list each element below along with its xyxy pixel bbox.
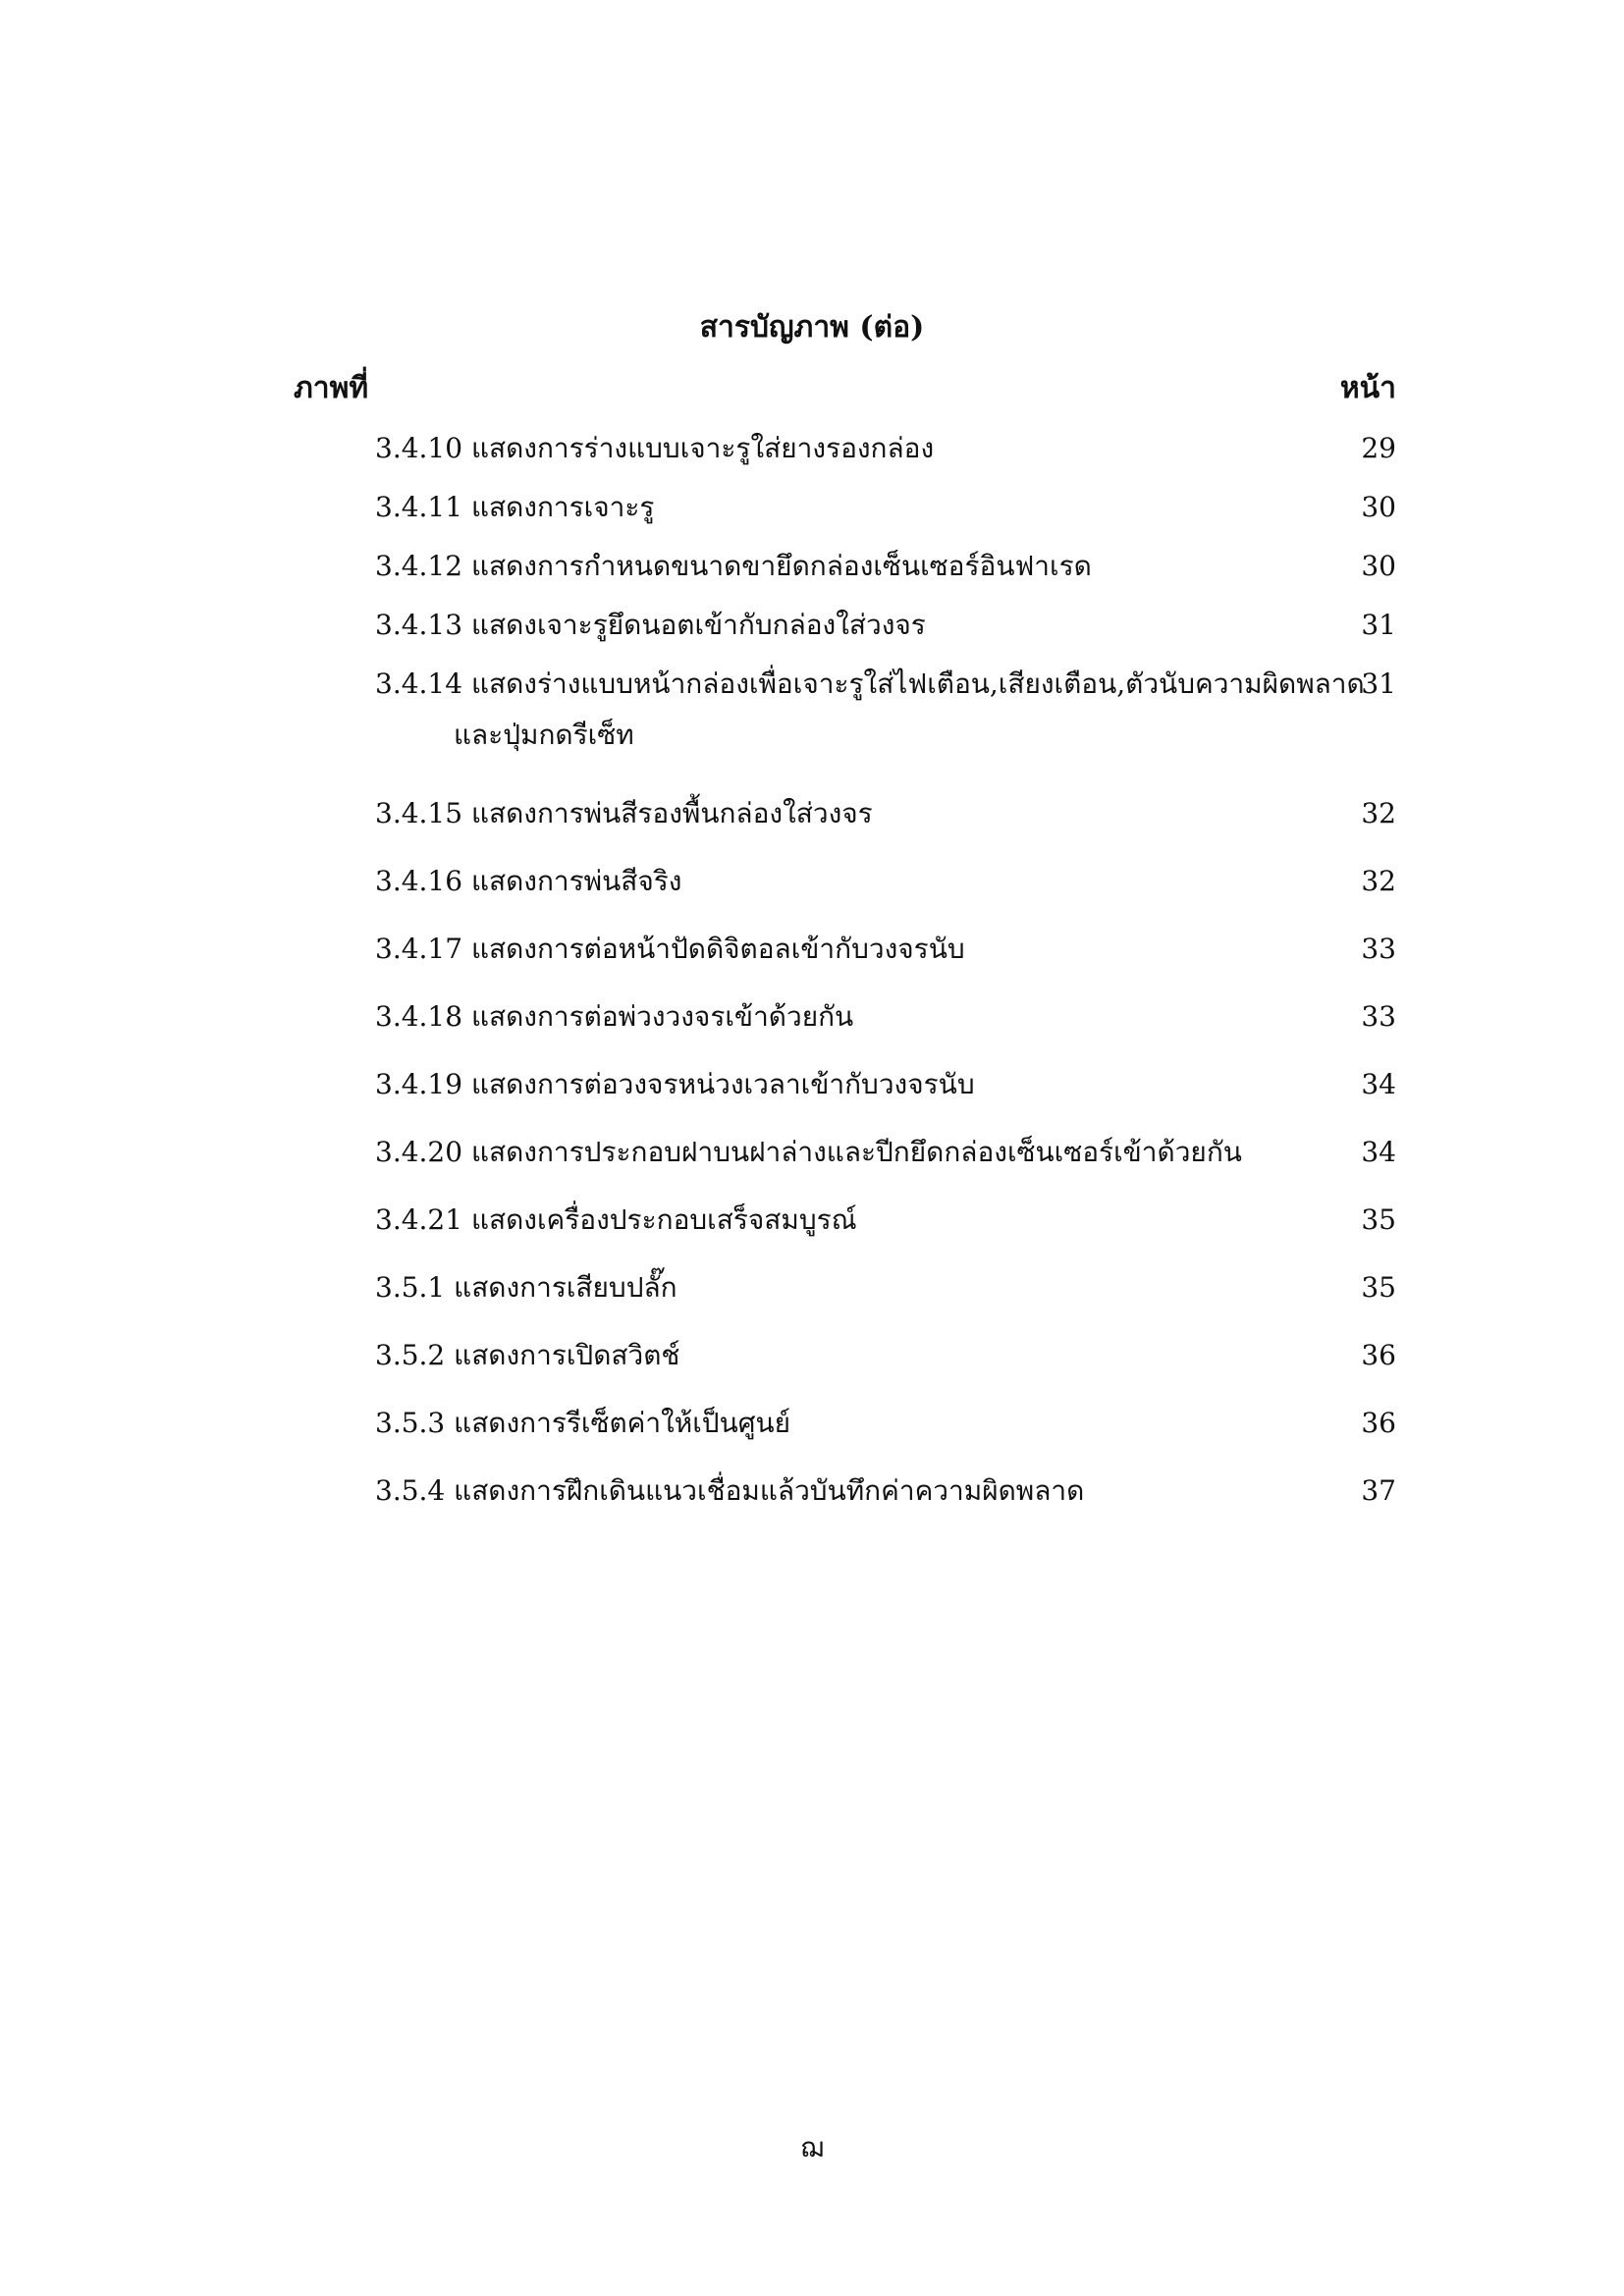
column-header-figure: ภาพที่ bbox=[294, 371, 369, 405]
toc-entry bbox=[375, 1333, 1396, 1378]
toc-entry-text: 3.4.14 แสดงร่างแบบหน้ากล่องเพื่อเจาะรูใส่ไฟเตือน,เสียงเตือน,ตัวนับความผิดพลาด bbox=[375, 667, 1365, 700]
toc-entry-page: 35 bbox=[1361, 1271, 1396, 1304]
toc-entry-text: 3.5.2 แสดงการเปิดสวิตช์ bbox=[375, 1339, 680, 1371]
toc-entry bbox=[375, 1062, 1396, 1107]
toc-entry-text: 3.4.11 แสดงการเจาะรู bbox=[375, 491, 655, 523]
toc-entry bbox=[375, 426, 1396, 471]
toc-entry-page: 30 bbox=[1361, 550, 1396, 582]
toc-entry-page: 36 bbox=[1361, 1407, 1396, 1439]
toc-entry-page: 37 bbox=[1361, 1474, 1396, 1507]
toc-entry-page: 31 bbox=[1361, 667, 1396, 700]
toc-entry-text: 3.4.13 แสดงเจาะรูยึดนอตเข้ากับกล่องใส่วงจร bbox=[375, 609, 926, 641]
toc-entry bbox=[375, 1468, 1396, 1514]
toc-entry bbox=[375, 994, 1396, 1040]
toc-entry-text: 3.4.19 แสดงการต่อวงจรหน่วงเวลาเข้ากับวงจรนับ bbox=[375, 1068, 975, 1100]
toc-entry-text: 3.4.12 แสดงการกำหนดขนาดขายึดกล่องเซ็นเซอร์อินฟาเรด bbox=[375, 550, 1092, 582]
toc-entry-page: 33 bbox=[1361, 933, 1396, 965]
toc-entry bbox=[375, 1265, 1396, 1310]
column-header-page: หน้า bbox=[1339, 371, 1396, 405]
toc-entry-text: 3.5.4 แสดงการฝึกเดินแนวเชื่อมแล้วบันทึกค่าความผิดพลาด bbox=[375, 1474, 1085, 1507]
toc-entry-text: 3.4.10 แสดงการร่างแบบเจาะรูใส่ยางรองกล่อง bbox=[375, 432, 935, 464]
page-title: สารบัญภาพ (ต่อ) bbox=[699, 310, 925, 345]
toc-entry bbox=[375, 1198, 1396, 1243]
toc-entry-text: 3.4.15 แสดงการพ่นสีรองพื้นกล่องใส่วงจร bbox=[375, 797, 873, 829]
toc-entry bbox=[375, 544, 1396, 589]
toc-entry-page: 33 bbox=[1361, 1000, 1396, 1033]
toc-entry-text: 3.4.17 แสดงการต่อหน้าปัดดิจิตอลเข้ากับวงจรนับ bbox=[375, 933, 965, 965]
toc-entry bbox=[375, 485, 1396, 530]
toc-entry bbox=[375, 791, 1396, 836]
toc-entry-page: 35 bbox=[1361, 1203, 1396, 1236]
toc-entry bbox=[375, 927, 1396, 972]
toc-entry-page: 34 bbox=[1361, 1136, 1396, 1168]
toc-entry-text: 3.5.3 แสดงการรีเซ็ตค่าให้เป็นศูนย์ bbox=[375, 1407, 791, 1439]
toc-entry-page: 36 bbox=[1361, 1339, 1396, 1371]
toc-entry-page: 29 bbox=[1361, 432, 1396, 464]
toc-entry bbox=[375, 603, 1396, 648]
toc-entry-text: 3.4.16 แสดงการพ่นสีจริง bbox=[375, 865, 682, 897]
toc-entry-text: 3.4.18 แสดงการต่อพ่วงวงจรเข้าด้วยกัน bbox=[375, 1000, 854, 1033]
page-number-footer: ฌ bbox=[800, 2131, 824, 2163]
toc-entry-page: 34 bbox=[1361, 1068, 1396, 1100]
toc-entry bbox=[375, 1401, 1396, 1446]
toc-entry-text: 3.5.1 แสดงการเสียบปลั๊ก bbox=[375, 1271, 677, 1304]
toc-entry-text: 3.4.20 แสดงการประกอบฝาบนฝาล่างและปีกยึดกล่องเซ็นเซอร์เข้าด้วยกัน bbox=[375, 1136, 1242, 1168]
toc-entry bbox=[375, 1130, 1396, 1175]
toc-entry-page: 32 bbox=[1361, 797, 1396, 829]
toc-entry-page: 32 bbox=[1361, 865, 1396, 897]
toc-entry-page: 31 bbox=[1361, 609, 1396, 641]
toc-entry-continuation: และปุ่มกดรีเซ็ท bbox=[454, 719, 634, 751]
toc-entry bbox=[375, 662, 1396, 751]
toc-entry-page: 30 bbox=[1361, 491, 1396, 523]
toc-entry bbox=[375, 859, 1396, 904]
toc-entry-text: 3.4.21 แสดงเครื่องประกอบเสร็จสมบูรณ์ bbox=[375, 1203, 857, 1236]
